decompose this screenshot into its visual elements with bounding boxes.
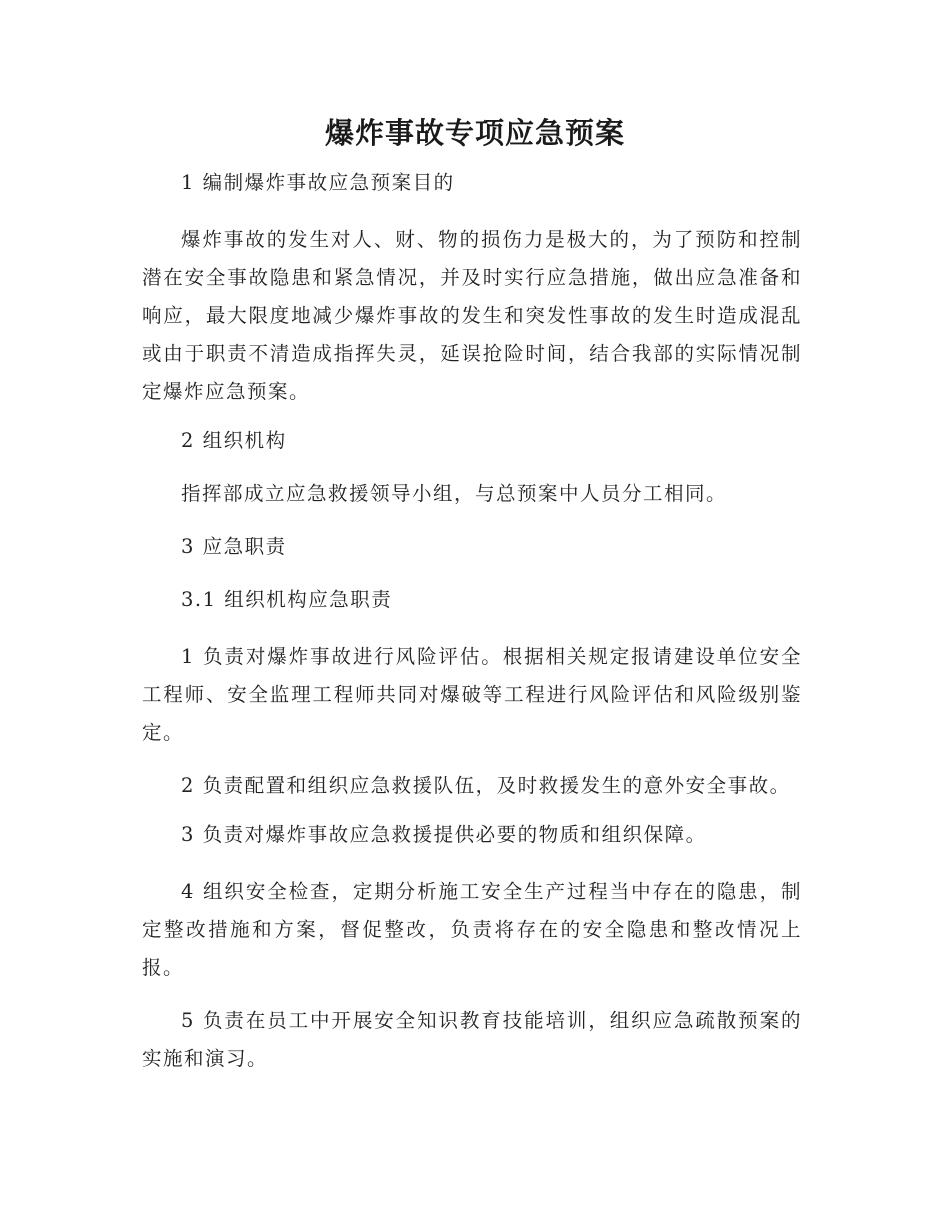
duty-item-1: 1 负责对爆炸事故进行风险评估。根据相关规定报请建设单位安全工程师、安全监理工程师共同对爆破等工程进行风险评估和风险级别鉴定。 [142, 645, 802, 744]
section-heading-organization: 2 组织机构 [181, 429, 287, 452]
document-body [142, 168, 802, 1093]
duty-item-3: 3 负责对爆炸事故应急救援提供必要的物质和组织保障。 [181, 823, 707, 846]
section-heading-duties: 3 应急职责 [181, 535, 287, 558]
duty-item-4: 4 组织安全检查，定期分析施工安全生产过程当中存在的隐患，制定整改措施和方案，督促整改，负责将存在的安全隐患和整改情况上报。 [142, 880, 802, 979]
document-title: 爆炸事故专项应急预案 [324, 116, 625, 150]
duty-item-2: 2 负责配置和组织应急救援队伍，及时救援发生的意外安全事故。 [181, 774, 791, 797]
paragraph-purpose: 爆炸事故的发生对人、财、物的损伤力是极大的，为了预防和控制潜在安全事故隐患和紧急情况，并及时实行应急措施，做出应急准备和响应，最大限度地减少爆炸事故的发生和突发性事故的发生时造成混乱或由于职责不清造成指挥失灵，延误抢险时间，结合我部的实际情况制定爆炸应急预案。 [142, 228, 802, 403]
paragraph-organization: 指挥部成立应急救援领导小组，与总预案中人员分工相同。 [181, 482, 728, 505]
subsection-heading-org-duties: 3.1 组织机构应急职责 [181, 588, 393, 611]
section-heading-purpose: 1 编制爆炸事故应急预案目的 [181, 171, 455, 194]
duty-item-5: 5 负责在员工中开展安全知识教育技能培训，组织应急疏散预案的实施和演习。 [142, 1009, 802, 1070]
